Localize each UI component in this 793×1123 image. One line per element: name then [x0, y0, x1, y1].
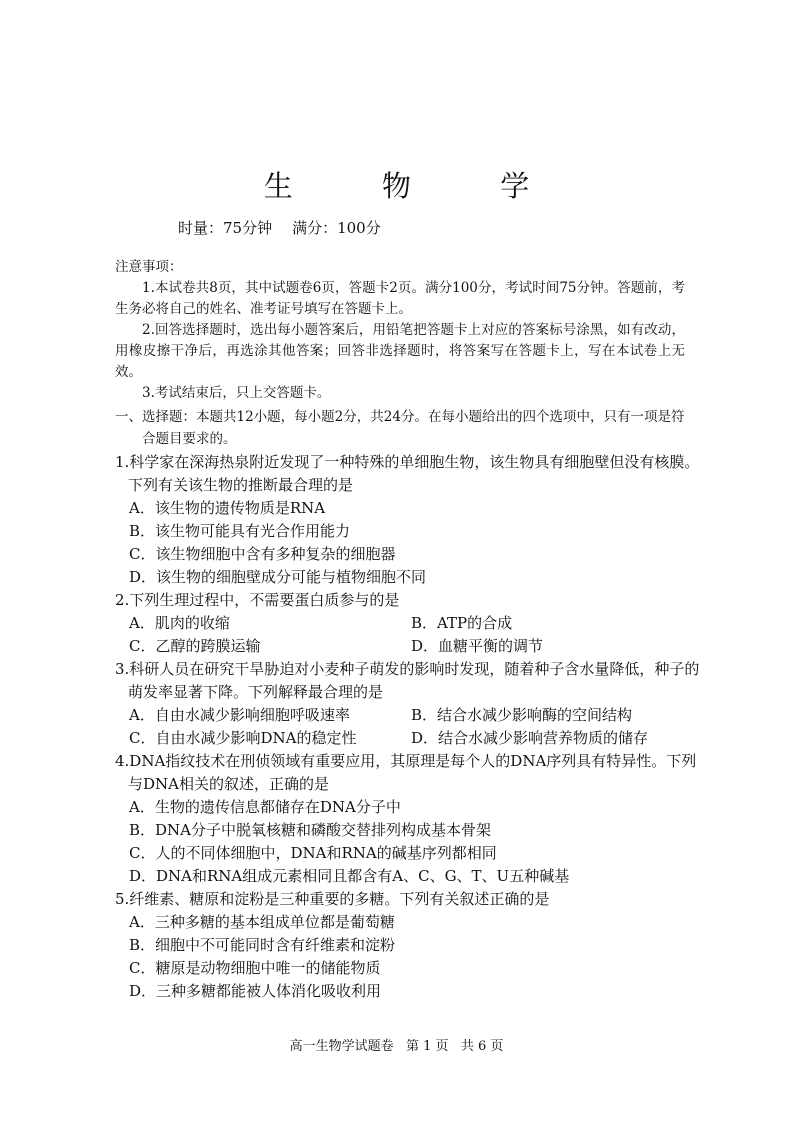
option-b: B．DNA分子中脱氧核糖和磷酸交替排列构成基本骨架: [129, 821, 492, 839]
option-c: C．该生物细胞中含有多种复杂的细胞器: [129, 545, 396, 563]
notes-heading: 注意事项：: [115, 259, 183, 275]
question-stem: 4.DNA指纹技术在刑侦领域有重要应用，其原理是每个人的DNA序列具有特异性。下列与DNA相关的叙述，正确的是: [115, 752, 697, 793]
option-c: C．糖原是动物细胞中唯一的储能物质: [129, 959, 381, 977]
exam-time: 时量：75分钟: [178, 219, 273, 237]
option-b: B．ATP的合成: [411, 614, 513, 632]
exam-score: 满分：100分: [292, 219, 381, 237]
option-a: A．三种多糖的基本组成单位都是葡萄糖: [129, 913, 395, 931]
option-d: D．结合水减少影响营养物质的储存: [411, 729, 649, 747]
page-footer: 高一生物学试题卷 第 1 页 共 6 页: [289, 1039, 504, 1054]
question-stem: 2.下列生理过程中，不需要蛋白质参与的是: [115, 591, 400, 609]
option-b: B．该生物可能具有光合作用能力: [129, 522, 351, 540]
option-row: [115, 612, 705, 635]
option-row: [115, 704, 705, 727]
option-a: A．生物的遗传信息都储存在DNA分子中: [129, 798, 401, 816]
option-c: C．自由水减少影响DNA的稳定性: [129, 729, 357, 747]
option-d: D．血糖平衡的调节: [411, 637, 544, 655]
option-c: C．人的不同体细胞中，DNA和RNA的碱基序列都相同: [129, 844, 497, 862]
note-item: 1.本试卷共8页，其中试题卷6页，答题卡2页。满分100分，考试时间75分钟。答题前，考生务必将自己的姓名、准考证号填写在答题卡上。: [115, 280, 685, 317]
question-stem: 3.科研人员在研究干旱胁迫对小麦种子萌发的影响时发现，随着种子含水量降低，种子的萌发率显著下降。下列解释最合理的是: [115, 660, 700, 701]
option-b: B．结合水减少影响酶的空间结构: [411, 706, 633, 724]
option-row: [115, 635, 705, 658]
note-item: 3.考试结束后，只上交答题卡。: [142, 385, 331, 401]
option-row: [115, 727, 705, 750]
page-title: 生 物 学: [263, 169, 570, 203]
option-a: A．该生物的遗传物质是RNA: [129, 499, 326, 517]
question: [115, 658, 705, 750]
option-a: A．自由水减少影响细胞呼吸速率: [129, 706, 350, 724]
notes-block: [115, 257, 685, 404]
option-a: A．肌肉的收缩: [129, 614, 230, 632]
question: [115, 589, 705, 658]
question: [115, 750, 705, 888]
note-item: 2.回答选择题时，选出每小题答案后，用铅笔把答题卡上对应的答案标号涂黑，如有改动，用橡皮擦干净后，再选涂其他答案；回答非选择题时，将答案写在答题卡上，写在本试卷上无效。: [115, 322, 685, 380]
question-stem: 5.纤维素、糖原和淀粉是三种重要的多糖。下列有关叙述正确的是: [115, 890, 550, 908]
option-d: D．该生物的细胞壁成分可能与植物细胞不同: [129, 568, 427, 586]
exam-meta: [178, 218, 381, 238]
option-d: D．三种多糖都能被人体消化吸收利用: [129, 982, 382, 1000]
question-stem: 1.科学家在深海热泉附近发现了一种特殊的单细胞生物，该生物具有细胞壁但没有核膜。下列有关该生物的推断最合理的是: [115, 453, 700, 494]
question-list: [115, 451, 705, 1003]
option-d: D．DNA和RNA组成元素相同且都含有A、C、G、T、U五种碱基: [129, 867, 570, 885]
option-c: C．乙醇的跨膜运输: [129, 637, 261, 655]
option-b: B．细胞中不可能同时含有纤维素和淀粉: [129, 936, 396, 954]
question: [115, 451, 705, 589]
question: [115, 888, 705, 1003]
section-heading: 一、选择题：本题共12小题，每小题2分，共24分。在每小题给出的四个选项中，只有一项是符合题目要求的。: [115, 409, 685, 447]
